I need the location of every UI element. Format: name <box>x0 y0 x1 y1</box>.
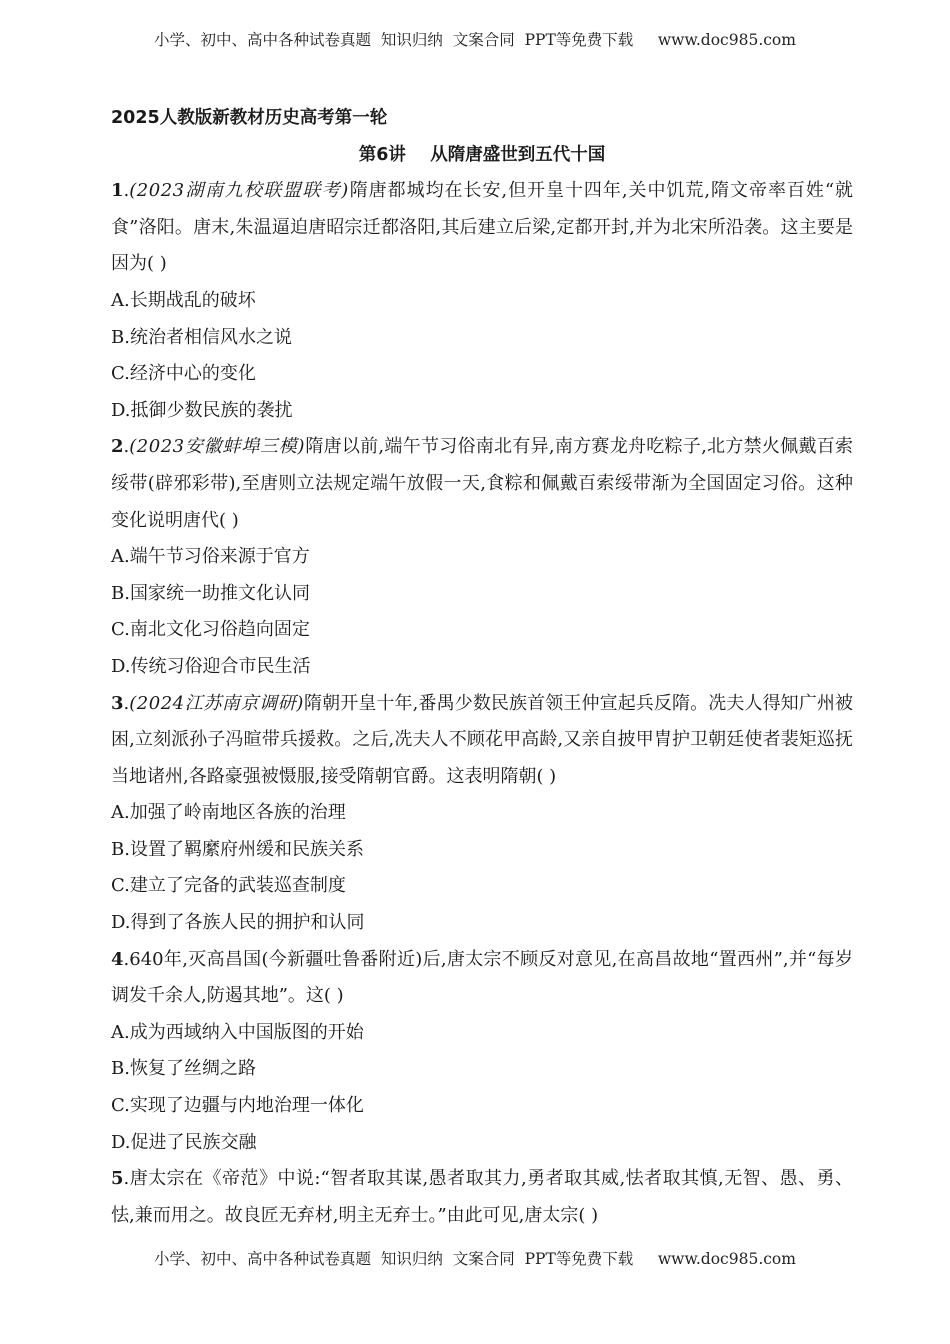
option-d: D.得到了各族人民的拥护和认同 <box>111 912 365 934</box>
option-a: A.成为西域纳入中国版图的开始 <box>111 1021 364 1043</box>
question-stem: 隋唐都城均在长安,但开皇十四年,关中饥荒,隋文帝率百姓“就食”洛阳。唐末,朱温逼迫唐昭宗迁都洛阳,其后建立后梁,定都开封,并为北宋所沿袭。这主要是因为( ) <box>111 180 853 275</box>
option-a: A.端午节习俗来源于官方 <box>111 546 310 568</box>
question-number: 1 <box>111 180 124 202</box>
option-b: B.设置了羁縻府州缓和民族关系 <box>111 838 364 860</box>
option-c: C.经济中心的变化 <box>111 363 256 385</box>
page-header: 小学、初中、高中各种试卷真题 知识归纳 文案合同 PPT等免费下载 www.doc985.com <box>154 31 796 49</box>
question-source: (2024江苏南京调研) <box>129 692 304 714</box>
page-footer: 小学、初中、高中各种试卷真题 知识归纳 文案合同 PPT等免费下载 www.doc985.com <box>154 1250 796 1268</box>
question-2: 2.(2023安徽蚌埠三模)隋唐以前,端午节习俗南北有异,南方赛龙舟吃粽子,北方禁火佩戴百索绥带(辟邪彩带),至唐则立法规定端午放假一天,食粽和佩戴百索绥带渐为全国固定习俗。这种变化说明唐代( ) <box>111 436 853 531</box>
question-source: (2023安徽蚌埠三模) <box>129 436 306 458</box>
document-title: 2025人教版新教材历史高考第一轮 <box>111 108 388 128</box>
option-a: A.长期战乱的破坏 <box>111 289 256 311</box>
option-d: D.抵御少数民族的袭扰 <box>111 399 293 421</box>
option-d: D.促进了民族交融 <box>111 1131 257 1153</box>
option-b: B.恢复了丝绸之路 <box>111 1058 256 1080</box>
option-b: B.国家统一助推文化认同 <box>111 582 310 604</box>
option-b: B.统治者相信风水之说 <box>111 326 292 348</box>
question-stem: 唐太宗在《帝范》中说:“智者取其谋,愚者取其力,勇者取其威,怯者取其慎,无智、愚、勇、怯,兼而用之。故良匠无弃材,明主无弃士。”由此可见,唐太宗( ) <box>111 1168 853 1226</box>
question-5: 5.唐太宗在《帝范》中说:“智者取其谋,愚者取其力,勇者取其威,怯者取其慎,无智、愚、勇、怯,兼而用之。故良匠无弃材,明主无弃士。”由此可见,唐太宗( ) <box>111 1168 853 1226</box>
question-1: 1.(2023湖南九校联盟联考)隋唐都城均在长安,但开皇十四年,关中饥荒,隋文帝率百姓“就食”洛阳。唐末,朱温逼迫唐昭宗迁都洛阳,其后建立后梁,定都开封,并为北宋所沿袭。这主要是因为( ) <box>111 180 853 275</box>
option-a: A.加强了岭南地区各族的治理 <box>111 802 346 824</box>
question-stem: 隋唐以前,端午节习俗南北有异,南方赛龙舟吃粽子,北方禁火佩戴百索绥带(辟邪彩带),至唐则立法规定端午放假一天,食粽和佩戴百索绥带渐为全国固定习俗。这种变化说明唐代( ) <box>111 436 853 531</box>
question-stem: 隋朝开皇十年,番禺少数民族首领王仲宣起兵反隋。冼夫人得知广州被困,立刻派孙子冯暄带兵援救。之后,冼夫人不顾花甲高龄,又亲自披甲胄护卫朝廷使者裴矩巡抚当地诸州,各路豪强被慑服,接受隋朝官爵。这表明隋朝( ) <box>111 692 853 787</box>
question-number: 2 <box>111 436 124 458</box>
lesson-title: 第6讲 从隋唐盛世到五代十国 <box>358 144 606 165</box>
question-stem: 640年,灭高昌国(今新疆吐鲁番附近)后,唐太宗不顾反对意见,在高昌故地“置西州”,并“每岁调发千余人,防遏其地”。这( ) <box>111 948 853 1007</box>
document-body <box>111 100 853 1234</box>
question-number: 3 <box>111 692 124 714</box>
option-c: C.实现了边疆与内地治理一体化 <box>111 1095 364 1117</box>
option-d: D.传统习俗迎合市民生活 <box>111 655 311 677</box>
question-4: 4.640年,灭高昌国(今新疆吐鲁番附近)后,唐太宗不顾反对意见,在高昌故地“置西州”,并“每岁调发千余人,防遏其地”。这( ) <box>111 948 853 1007</box>
question-source: (2023湖南九校联盟联考) <box>129 180 349 202</box>
question-number: 5 <box>111 1168 124 1190</box>
question-3: 3.(2024江苏南京调研)隋朝开皇十年,番禺少数民族首领王仲宣起兵反隋。冼夫人得知广州被困,立刻派孙子冯暄带兵援救。之后,冼夫人不顾花甲高龄,又亲自披甲胄护卫朝廷使者裴矩巡抚当地诸州,各路豪强被慑服,接受隋朝官爵。这表明隋朝( ) <box>111 692 853 787</box>
option-c: C.南北文化习俗趋向固定 <box>111 619 310 641</box>
option-c: C.建立了完备的武装巡查制度 <box>111 875 346 897</box>
question-number: 4 <box>111 948 124 970</box>
